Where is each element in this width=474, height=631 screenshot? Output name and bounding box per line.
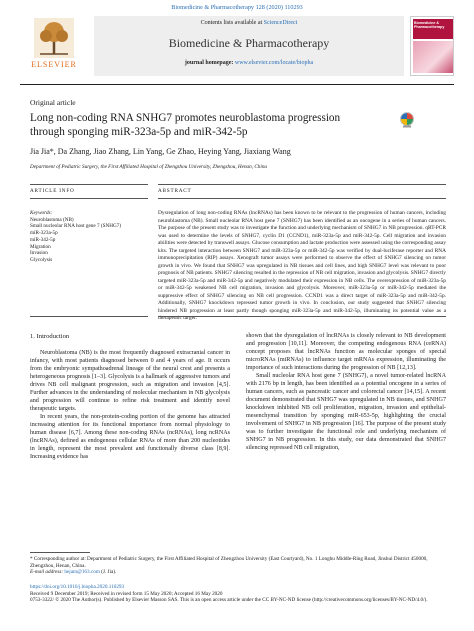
- header-rule: [20, 84, 454, 85]
- body-column-right: [246, 332, 446, 452]
- info-rule-top: [30, 184, 148, 185]
- email-label: E-mail address:: [30, 569, 64, 576]
- keyword-item: Invasion: [30, 250, 48, 257]
- journal-citation-line[interactable]: Biomedicine & Pharmacotherapy 128 (2020) 110293: [171, 4, 303, 11]
- body-paragraph: Small nucleolar RNA host gene 7 (SNHG7), a novel tumor-related lncRNA with 2176 bp in length, has been identified as a potential oncogene in a series of human cancers, such as pancreatic cancer and colorectal cancer [14,15]. A recent document demonstrated that SNHG7 was upregulated in NB tissues, and SNHG7 knockdown inhibited NB cell proliferation, migration, invasion and epithelial-mesenchymal transition by sponging miR-653-5p, highlighting the crucial involvement of SNHG7 in NB progression [16]. The purpose of the present study was to further investigate the functional role and underlying mechanism of SNHG7 in NB progression. In this study, our data demonstrated that SNHG7 silencing repressed NB cell migration,: [246, 373, 446, 451]
- keyword-item: miR-342-5p: [30, 236, 56, 243]
- body-column-left: [30, 333, 230, 461]
- sciencedirect-link[interactable]: ScienceDirect: [263, 20, 298, 26]
- abstract-rule-bottom: [158, 316, 446, 317]
- journal-cover-thumbnail[interactable]: [410, 16, 454, 76]
- abstract-rule-mid: [158, 198, 446, 199]
- keyword-item: Small nucleolar RNA host gene 7 (SNHG7): [30, 223, 122, 230]
- contents-prefix: Contents lists available at: [200, 20, 263, 26]
- doi-link[interactable]: https://doi.org/10.1016/j.biopha.2020.110293: [30, 584, 125, 590]
- received-dates: Received 9 December 2019; Received in revised form 15 May 2020; Accepted 16 May 2020: [30, 590, 223, 597]
- crossmark-icon[interactable]: [400, 112, 414, 128]
- cover-title: Biomedicine & Pharmacotherapy: [414, 21, 445, 29]
- license-note: 0753-3322/ © 2020 The Author(s). Published by Elsevier Masson SAS. This is an open access article under the CC BY-NC-ND license (http://creativecommons.org/licenses/BY-NC-ND/4.0/).: [30, 597, 428, 604]
- keywords-label: Keywords:: [30, 210, 53, 216]
- article-info-heading: ARTICLE INFO: [30, 188, 75, 194]
- elsevier-logo: [20, 16, 88, 74]
- body-paragraph: Neuroblastoma (NB) is the most frequently diagnosed extracranial cancer in infancy, with most patients diagnosed between 0 and 4 years of age. It occurs from the embryonic sympathoadrenal lineage of the neural crest and presents a heterogeneous prognosis [1–3]. Glycolysis is a hallmark of aggressive tumors and drives NB cell malignant progression, such as migration and invasion [4,5]. Further advances in the understanding of molecular mechanism in NB glycolysis and progression will continue to refine risk treatment and identify novel therapeutic targets.: [30, 350, 230, 412]
- keyword-item: miR-323a-5p: [30, 230, 58, 237]
- homepage-line: [94, 60, 404, 66]
- abstract-heading: ABSTRACT: [158, 188, 192, 194]
- email-suffix: (J. Jia).: [101, 569, 117, 576]
- masthead: [20, 16, 454, 82]
- publisher-wordmark: ELSEVIER: [31, 60, 77, 69]
- keyword-item: Glycolysis: [30, 256, 53, 263]
- elsevier-tree-icon: [34, 18, 74, 58]
- corresponding-author-note: * Corresponding author at: Department of Pediatric Surgery, the First Affiliated Hospital of Zhengzhou University (East Courtyard), No. 1 Longhu Middle-Ring Road, Jinshui District 450000, Zhengzhou, Henan, China.: [30, 556, 428, 569]
- article-type: Original article: [30, 98, 76, 107]
- abstract-text: Dysregulation of long non-coding RNAs (lncRNAs) has been known to be relevant to the progression of human cancers, including neuroblastoma (NB). Small nucleolar RNA host gene 7 (SNHG7) has been identified as an oncogene in a series of human cancers. The purpose of the present study was to investigate the function and underlying mechanism of SNHG7 in NB progression. qRT-PCR was used to determine the levels of SNHG7, cyclin D1 (CCND1), miR-323a-5p and miR-342-5p. Cell migration and invasion abilities were detected by transwell assays. Glucose consumption and lactate production were assessed using the corresponding assay kits. The targeted interaction between SNHG7 and miR-323a-5p or miR-342-5p was verified by dual-luciferase reporter and RNA immunoprecipitation (RIP) assays. Xenograft tumor assays were performed to observe the effect of SNHG7 silencing on tumor growth in vivo. We found that SNHG7 was upregulated in NB tissues and cell lines, and high SNHG7 level was relevant to poor prognosis of NB patients. SNHG7 silencing resulted in the repression of NB cell migration, invasion and glycolysis. SNHG7 directly targeted miR-323a-5p and miR-342-5p and negatively modulated their expression in NB cells. The overexpression of miR-323a-5p or miR-342-5p weakened NB cell migration, invasion and glycolysis. Moreover, miR-323a-5p or miR-342-5p mediated the suppressive effect of SNHG7 silencing on NB cell progression. CCND1 was a direct target of miR-323a-5p and miR-342-5p. Additionally, SNHG7 knockdown repressed tumor growth in vivo. In conclusion, our study suggested that SNHG7 silencing hindered NB progression at least partly though sponging miR-323a-5p and miR-342-5p, illuminating its potential value as a therapeutic target.: [158, 210, 446, 321]
- keyword-item: Neuroblastoma (NB): [30, 216, 74, 223]
- info-rule-mid: [30, 198, 148, 199]
- cover-image: [413, 41, 453, 73]
- homepage-prefix: journal homepage:: [184, 60, 234, 66]
- keywords-block: [30, 210, 150, 264]
- email-link[interactable]: hejam@163.com: [64, 569, 100, 576]
- journal-title: Biomedicine & Pharmacotherapy: [168, 36, 330, 50]
- masthead-banner: [94, 16, 404, 76]
- author-list: Jia Jia*, Da Zhang, Jiao Zhang, Lin Yang, Ge Zhao, Heying Yang, Jiaxiang Wang: [30, 147, 291, 156]
- body-paragraph: shown that the dysregulation of lncRNAs is closely relevant to NB development and progression [10,11]. Moreover, the competing endogenous RNA (ceRNA) concept proposes that lncRNAs function as molecular sponges of special microRNAs (miRNAs) to influence target mRNAs expression, illuminating the importance of such interactions during the progression of NB [12,13].: [246, 333, 446, 371]
- abstract-rule-top: [158, 184, 446, 185]
- keyword-item: Migration: [30, 243, 51, 250]
- affiliation: Department of Pediatric Surgery, the First Affiliated Hospital of Zhengzhou University, Zhengzhou, Henan, China: [30, 164, 268, 170]
- article-title: Long non-coding RNA SNHG7 promotes neuroblastoma progression through sponging miR-323a-5p and miR-342-5p: [30, 112, 341, 138]
- homepage-link[interactable]: www.elsevier.com/locate/biopha: [234, 60, 314, 66]
- footnotes: [30, 556, 450, 576]
- body-paragraph: In recent years, the non-protein-coding portion of the genome has attracted increasing attention for its functional importance from normal physiology to human disease [6,7]. Among these non-coding RNAs (ncRNAs), long ncRNAs (lncRNAs), defined as endogenous cellular RNAs of more than 200 nucleotides in length, represent the most prevalent and functionally diverse class [8,9]. Increasing evidence has: [30, 414, 230, 460]
- email-line: [30, 569, 450, 576]
- article-meta-footer: [30, 584, 450, 604]
- section-heading-introduction: 1. Introduction: [30, 333, 70, 340]
- footnote-rule: [30, 552, 90, 553]
- info-rule-bottom: [30, 316, 148, 317]
- contents-line: [94, 20, 404, 26]
